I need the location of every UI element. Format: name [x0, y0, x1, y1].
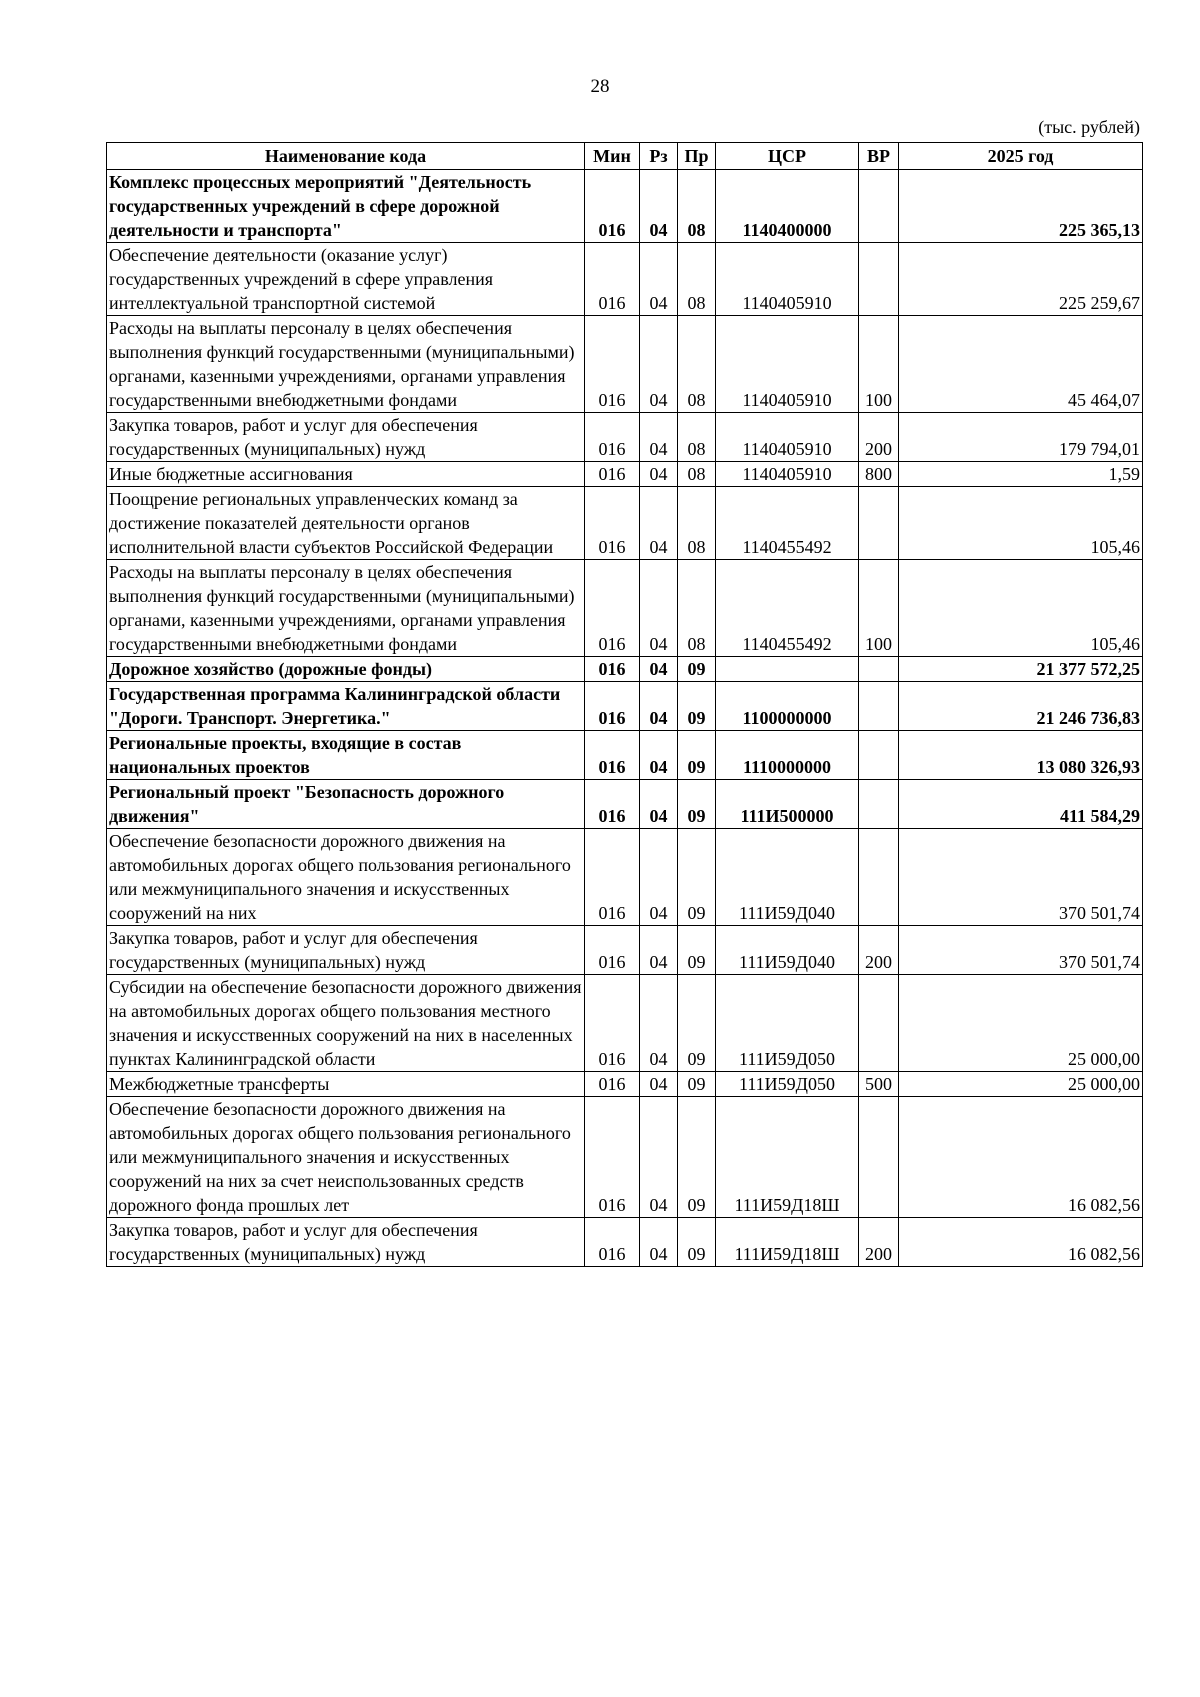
cell-vr [859, 780, 899, 829]
header-vr: ВР [859, 143, 899, 170]
cell-csr: 111И500000 [716, 780, 859, 829]
table-row [107, 462, 1143, 487]
cell-csr: 1140400000 [716, 170, 859, 243]
cell-pr: 09 [678, 1218, 716, 1267]
cell-vr: 200 [859, 926, 899, 975]
cell-pr: 08 [678, 487, 716, 560]
cell-pr: 08 [678, 462, 716, 487]
cell-pr: 09 [678, 682, 716, 731]
cell-pr: 08 [678, 243, 716, 316]
cell-name: Дорожное хозяйство (дорожные фонды) [107, 657, 585, 682]
cell-name: Расходы на выплаты персоналу в целях обеспечения выполнения функций государственными (муниципальными) органами, казенными учреждениями, органами управления государственными внебюджетными фондами [107, 560, 585, 657]
cell-rz: 04 [640, 560, 678, 657]
table-row [107, 413, 1143, 462]
cell-csr: 1140405910 [716, 316, 859, 413]
cell-min: 016 [585, 926, 640, 975]
units-label: (тыс. рублей) [1038, 117, 1140, 137]
cell-vr [859, 170, 899, 243]
cell-csr: 1140455492 [716, 487, 859, 560]
cell-csr: 111И59Д18Ш [716, 1097, 859, 1218]
table-row [107, 657, 1143, 682]
cell-pr: 09 [678, 731, 716, 780]
cell-name: Обеспечение безопасности дорожного движения на автомобильных дорогах общего пользования регионального или межмуниципального значения и искусственных сооружений на них [107, 829, 585, 926]
cell-pr: 09 [678, 829, 716, 926]
cell-sum: 411 584,29 [899, 780, 1143, 829]
cell-min: 016 [585, 682, 640, 731]
cell-vr: 200 [859, 413, 899, 462]
header-year: 2025 год [899, 143, 1143, 170]
table-header-row [107, 143, 1143, 170]
cell-csr: 111И59Д18Ш [716, 1218, 859, 1267]
page-number: 28 [590, 76, 610, 97]
table-row [107, 975, 1143, 1072]
cell-sum: 105,46 [899, 560, 1143, 657]
cell-vr: 200 [859, 1218, 899, 1267]
cell-name: Закупка товаров, работ и услуг для обеспечения государственных (муниципальных) нужд [107, 926, 585, 975]
cell-min: 016 [585, 1097, 640, 1218]
cell-rz: 04 [640, 731, 678, 780]
cell-vr [859, 243, 899, 316]
cell-name: Поощрение региональных управленческих команд за достижение показателей деятельности органов исполнительной власти субъектов Российской Федерации [107, 487, 585, 560]
cell-sum: 370 501,74 [899, 926, 1143, 975]
cell-min: 016 [585, 170, 640, 243]
cell-rz: 04 [640, 487, 678, 560]
cell-sum: 225 259,67 [899, 243, 1143, 316]
cell-rz: 04 [640, 170, 678, 243]
table-row [107, 487, 1143, 560]
table-row [107, 316, 1143, 413]
header-rz: Рз [640, 143, 678, 170]
cell-pr: 09 [678, 926, 716, 975]
cell-sum: 21 246 736,83 [899, 682, 1143, 731]
cell-vr [859, 657, 899, 682]
cell-pr: 09 [678, 1072, 716, 1097]
cell-name: Комплекс процессных мероприятий "Деятельность государственных учреждений в сфере дорожной деятельности и транспорта" [107, 170, 585, 243]
cell-pr: 08 [678, 413, 716, 462]
cell-sum: 1,59 [899, 462, 1143, 487]
cell-rz: 04 [640, 1072, 678, 1097]
cell-csr: 111И59Д040 [716, 926, 859, 975]
cell-pr: 09 [678, 975, 716, 1072]
cell-min: 016 [585, 413, 640, 462]
cell-min: 016 [585, 657, 640, 682]
header-pr: Пр [678, 143, 716, 170]
table-row [107, 1218, 1143, 1267]
cell-min: 016 [585, 1218, 640, 1267]
cell-vr: 500 [859, 1072, 899, 1097]
cell-min: 016 [585, 780, 640, 829]
cell-sum: 105,46 [899, 487, 1143, 560]
cell-name: Расходы на выплаты персоналу в целях обеспечения выполнения функций государственными (муниципальными) органами, казенными учреждениями, органами управления государственными внебюджетными фондами [107, 316, 585, 413]
budget-table [106, 142, 1143, 1267]
cell-sum: 13 080 326,93 [899, 731, 1143, 780]
cell-csr: 111И59Д050 [716, 975, 859, 1072]
table-row [107, 560, 1143, 657]
cell-sum: 25 000,00 [899, 975, 1143, 1072]
cell-name: Обеспечение безопасности дорожного движения на автомобильных дорогах общего пользования регионального или межмуниципального значения и искусственных сооружений на них за счет неиспользованных средств дорожного фонда прошлых лет [107, 1097, 585, 1218]
cell-rz: 04 [640, 1218, 678, 1267]
cell-sum: 16 082,56 [899, 1218, 1143, 1267]
cell-vr [859, 487, 899, 560]
cell-rz: 04 [640, 462, 678, 487]
cell-csr: 1140405910 [716, 413, 859, 462]
cell-vr: 100 [859, 560, 899, 657]
cell-vr [859, 975, 899, 1072]
cell-rz: 04 [640, 1097, 678, 1218]
cell-name: Межбюджетные трансферты [107, 1072, 585, 1097]
cell-vr: 100 [859, 316, 899, 413]
cell-sum: 25 000,00 [899, 1072, 1143, 1097]
cell-min: 016 [585, 829, 640, 926]
cell-name: Закупка товаров, работ и услуг для обеспечения государственных (муниципальных) нужд [107, 413, 585, 462]
cell-rz: 04 [640, 780, 678, 829]
cell-min: 016 [585, 731, 640, 780]
cell-name: Субсидии на обеспечение безопасности дорожного движения на автомобильных дорогах общего пользования местного значения и искусственных сооружений на них в населенных пунктах Калининградской области [107, 975, 585, 1072]
cell-vr [859, 682, 899, 731]
cell-vr [859, 731, 899, 780]
cell-csr [716, 657, 859, 682]
cell-min: 016 [585, 316, 640, 413]
header-csr: ЦСР [716, 143, 859, 170]
cell-csr: 111И59Д040 [716, 829, 859, 926]
cell-name: Региональные проекты, входящие в состав национальных проектов [107, 731, 585, 780]
cell-sum: 21 377 572,25 [899, 657, 1143, 682]
cell-sum: 45 464,07 [899, 316, 1143, 413]
cell-min: 016 [585, 975, 640, 1072]
cell-name: Иные бюджетные ассигнования [107, 462, 585, 487]
cell-min: 016 [585, 243, 640, 316]
table-row [107, 926, 1143, 975]
table-row [107, 780, 1143, 829]
cell-min: 016 [585, 487, 640, 560]
cell-csr: 1140405910 [716, 243, 859, 316]
table-row [107, 170, 1143, 243]
header-name: Наименование кода [107, 143, 585, 170]
cell-pr: 09 [678, 1097, 716, 1218]
table-row [107, 1072, 1143, 1097]
cell-vr [859, 1097, 899, 1218]
table-row [107, 682, 1143, 731]
header-min: Мин [585, 143, 640, 170]
cell-sum: 370 501,74 [899, 829, 1143, 926]
cell-pr: 08 [678, 560, 716, 657]
cell-sum: 225 365,13 [899, 170, 1143, 243]
cell-rz: 04 [640, 243, 678, 316]
cell-rz: 04 [640, 682, 678, 731]
table-row [107, 731, 1143, 780]
cell-csr: 111И59Д050 [716, 1072, 859, 1097]
cell-name: Обеспечение деятельности (оказание услуг) государственных учреждений в сфере управления интеллектуальной транспортной системой [107, 243, 585, 316]
cell-min: 016 [585, 1072, 640, 1097]
cell-name: Региональный проект "Безопасность дорожного движения" [107, 780, 585, 829]
cell-vr: 800 [859, 462, 899, 487]
cell-min: 016 [585, 560, 640, 657]
cell-sum: 16 082,56 [899, 1097, 1143, 1218]
cell-name: Закупка товаров, работ и услуг для обеспечения государственных (муниципальных) нужд [107, 1218, 585, 1267]
table-row [107, 1097, 1143, 1218]
cell-min: 016 [585, 462, 640, 487]
cell-vr [859, 829, 899, 926]
cell-csr: 1140455492 [716, 560, 859, 657]
cell-name: Государственная программа Калининградской области "Дороги. Транспорт. Энергетика." [107, 682, 585, 731]
cell-pr: 09 [678, 657, 716, 682]
cell-csr: 1140405910 [716, 462, 859, 487]
table-row [107, 829, 1143, 926]
cell-rz: 04 [640, 413, 678, 462]
table-row [107, 243, 1143, 316]
cell-pr: 09 [678, 780, 716, 829]
cell-rz: 04 [640, 657, 678, 682]
cell-csr: 1110000000 [716, 731, 859, 780]
cell-rz: 04 [640, 926, 678, 975]
cell-rz: 04 [640, 829, 678, 926]
cell-sum: 179 794,01 [899, 413, 1143, 462]
cell-pr: 08 [678, 316, 716, 413]
table-body [107, 170, 1143, 1267]
cell-rz: 04 [640, 316, 678, 413]
cell-rz: 04 [640, 975, 678, 1072]
cell-csr: 1100000000 [716, 682, 859, 731]
cell-pr: 08 [678, 170, 716, 243]
